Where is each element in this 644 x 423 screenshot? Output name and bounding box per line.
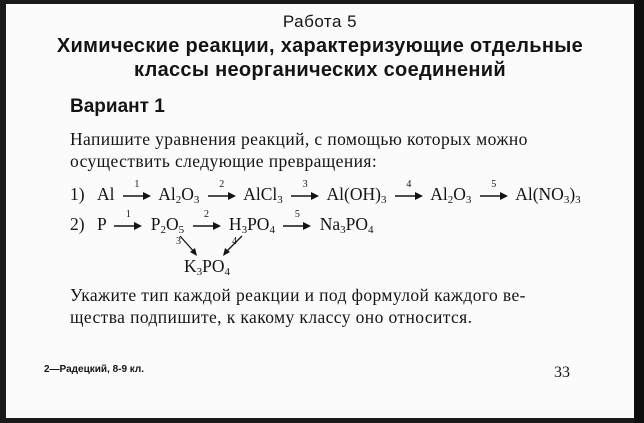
variant-heading: Вариант 1 [70, 96, 165, 117]
chain-1-label: 1) [70, 184, 85, 204]
page-title [6, 34, 634, 82]
chain-1-substance-6: $Al(NO_3)_3$ [515, 184, 581, 206]
chain-2-substance-4: $Na_3PO_4$ [319, 214, 374, 236]
chain-1-arrow-3 [291, 178, 319, 202]
instruction-line-2: щества подпишите, к какому классу оно относится. [70, 307, 473, 327]
chain-2-step-2: 2 [204, 208, 210, 220]
chain-1-substance-5: $Al_2O_3$ [430, 184, 472, 206]
chain-1-substance-1: Al [96, 184, 115, 204]
chain-1-substance-2: $Al_2O_3$ [158, 184, 200, 206]
chain-2-step-5: 5 [294, 208, 300, 220]
title-line-1: Химические реакции, характеризующие отдельные [56, 35, 584, 57]
chain-2-label: 2) [70, 214, 85, 234]
chain-1-step-4: 4 [406, 178, 412, 190]
reaction-chain-1 [70, 178, 581, 206]
chain-2-substance-3: $H_3PO_4$ [228, 214, 275, 236]
chain-1-substance-3: AlCl$_3$ [243, 184, 283, 206]
chain-2-arrow-1 [114, 208, 142, 232]
chain-2-substance-2: $P_2O_5$ [150, 214, 185, 236]
chain-1-arrow-2 [208, 178, 236, 202]
chain-1-substance-4: $Al(OH)_3$ [326, 184, 387, 206]
chain-2-arrow-2 [193, 208, 221, 232]
instruction-line-1: Укажите тип каждой реакции и под формулой каждого ве- [70, 285, 526, 305]
work-number: Работа 5 [282, 12, 358, 31]
branch-step-3: 3 [176, 236, 181, 247]
scan-edge [634, 0, 644, 423]
workbook-page [6, 4, 634, 418]
page-number: 33 [554, 364, 570, 381]
task-line-2: осуществить следующие превращения: [70, 151, 378, 171]
chain-1-step-3: 3 [302, 178, 308, 190]
footer-signature: 2—Радецкий, 8-9 кл. [44, 364, 145, 375]
chain-1-step-2: 2 [219, 178, 225, 190]
chain-2-arrow-5 [283, 208, 311, 232]
chain-1-arrow-5 [480, 178, 508, 202]
chain-1-step-1: 1 [134, 178, 140, 190]
chain-1-step-5: 5 [491, 178, 497, 190]
task-text [70, 128, 528, 172]
task-line-1: Напишите уравнения реакций, с помощью которых можно [70, 129, 528, 149]
chain-1-arrow-4 [395, 178, 423, 202]
chain-2-step-1: 1 [125, 208, 131, 220]
chain-1-arrow-1 [123, 178, 151, 202]
instruction-text [70, 284, 526, 328]
title-line-2: классы неорганических соединений [134, 59, 506, 81]
chain-2-substance-5: $K_3PO_4$ [184, 256, 231, 278]
chain-2-substance-1: P [96, 214, 107, 234]
branch-step-4: 4 [232, 236, 237, 247]
